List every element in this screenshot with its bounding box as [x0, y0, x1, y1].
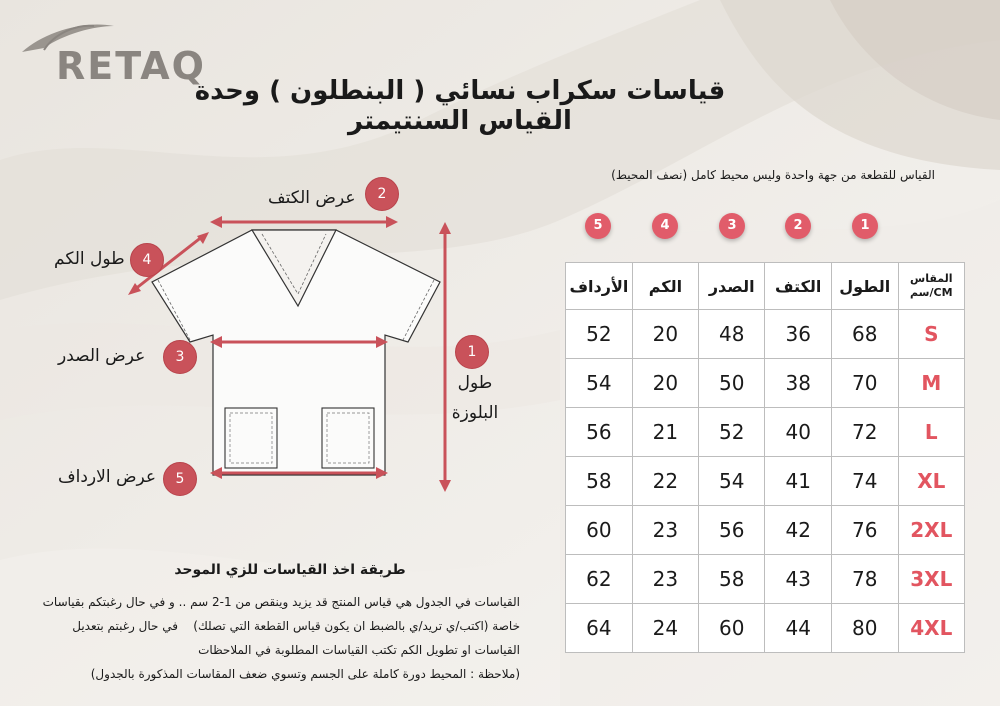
label-shoulder-width: عرض الكتف [268, 188, 356, 208]
cell-sleeve: 24 [632, 604, 698, 653]
cell-hips: 54 [566, 359, 633, 408]
instructions-title: طريقة اخذ القياسات للزي الموحد [174, 562, 406, 578]
cell-length: 76 [831, 506, 898, 555]
cell-chest: 52 [698, 408, 764, 457]
instruction-line: القياسات في الجدول هي قياس المنتج قد يزيد وينقص من 1-2 سم .. و في حال رغبتكم بقياسات [42, 595, 520, 609]
cell-hips: 64 [566, 604, 633, 653]
header-size: المقاس CM/سم [898, 263, 964, 310]
column-number: 1 [852, 213, 878, 239]
cell-shoulder: 36 [765, 310, 832, 359]
table-row [566, 457, 965, 506]
header-chest: الصدر [698, 263, 764, 310]
cell-size: L [898, 408, 964, 457]
cell-shoulder: 38 [765, 359, 832, 408]
cell-shoulder: 41 [765, 457, 832, 506]
header-hips: الأرداف [566, 263, 633, 310]
cell-shoulder: 40 [765, 408, 832, 457]
cell-size: 2XL [898, 506, 964, 555]
cell-size: M [898, 359, 964, 408]
cell-hips: 60 [566, 506, 633, 555]
column-number-row [565, 208, 965, 248]
header-shoulder: الكتف [765, 263, 832, 310]
cell-sleeve: 23 [632, 555, 698, 604]
cell-chest: 56 [698, 506, 764, 555]
label-top-length: طول البلوزة [451, 373, 499, 423]
brand-name: RETAQ [56, 44, 206, 88]
instruction-line: (ملاحظة : المحيط دورة كاملة على الجسم وتسوي ضعف المقاسات المذكورة بالجدول) [90, 667, 520, 681]
badge-1-length: 1 [455, 335, 489, 369]
cell-size: XL [898, 457, 964, 506]
instruction-line: خاصة (اكتب/ي تريد/ي بالضبط ان يكون قياس القطعة التي تصلك) في حال رغبتم بتعديل [72, 619, 520, 633]
cell-hips: 52 [566, 310, 633, 359]
cell-shoulder: 42 [765, 506, 832, 555]
cell-sleeve: 22 [632, 457, 698, 506]
cell-chest: 58 [698, 555, 764, 604]
table-row [566, 359, 965, 408]
cell-sleeve: 23 [632, 506, 698, 555]
table-row [566, 506, 965, 555]
brand-logo [14, 12, 244, 88]
cell-chest: 48 [698, 310, 764, 359]
label-chest-width: عرض الصدر [58, 346, 146, 366]
instruction-line: القياسات او تطويل الكم تكتب القياسات المطلوبة في الملاحظات [198, 643, 520, 657]
cell-length: 68 [831, 310, 898, 359]
cell-hips: 56 [566, 408, 633, 457]
instructions-text [30, 590, 520, 686]
cell-shoulder: 44 [765, 604, 832, 653]
badge-5-hips: 5 [163, 462, 197, 496]
table-row [566, 310, 965, 359]
cell-sleeve: 21 [632, 408, 698, 457]
cell-length: 80 [831, 604, 898, 653]
cell-size: 4XL [898, 604, 964, 653]
half-circumference-note: القياس للقطعة من جهة واحدة وليس محيط كامل (نصف المحيط) [611, 168, 935, 182]
table-row [566, 555, 965, 604]
cell-length: 78 [831, 555, 898, 604]
cell-chest: 60 [698, 604, 764, 653]
label-sleeve-length: طول الكم [54, 249, 125, 269]
cell-length: 74 [831, 457, 898, 506]
cell-chest: 54 [698, 457, 764, 506]
cell-sleeve: 20 [632, 359, 698, 408]
column-number: 3 [719, 213, 745, 239]
label-hip-width: عرض الارداف [58, 467, 157, 487]
table-row [566, 604, 965, 653]
badge-4-sleeve: 4 [130, 243, 164, 277]
badge-2-shoulder: 2 [365, 177, 399, 211]
column-number: 2 [785, 213, 811, 239]
cell-length: 72 [831, 408, 898, 457]
cell-sleeve: 20 [632, 310, 698, 359]
cell-hips: 62 [566, 555, 633, 604]
cell-size: 3XL [898, 555, 964, 604]
badge-3-chest: 3 [163, 340, 197, 374]
header-sleeve: الكم [632, 263, 698, 310]
column-number: 5 [585, 213, 611, 239]
cell-shoulder: 43 [765, 555, 832, 604]
column-number: 4 [652, 213, 678, 239]
page-title: قياسات سكراب نسائي ( البنطلون ) وحدة القياس السنتيمتر [194, 76, 726, 136]
cell-chest: 50 [698, 359, 764, 408]
cell-hips: 58 [566, 457, 633, 506]
cell-size: S [898, 310, 964, 359]
size-chart-table [565, 262, 965, 653]
cell-length: 70 [831, 359, 898, 408]
table-header-row [566, 263, 965, 310]
table-row [566, 408, 965, 457]
header-length: الطول [831, 263, 898, 310]
